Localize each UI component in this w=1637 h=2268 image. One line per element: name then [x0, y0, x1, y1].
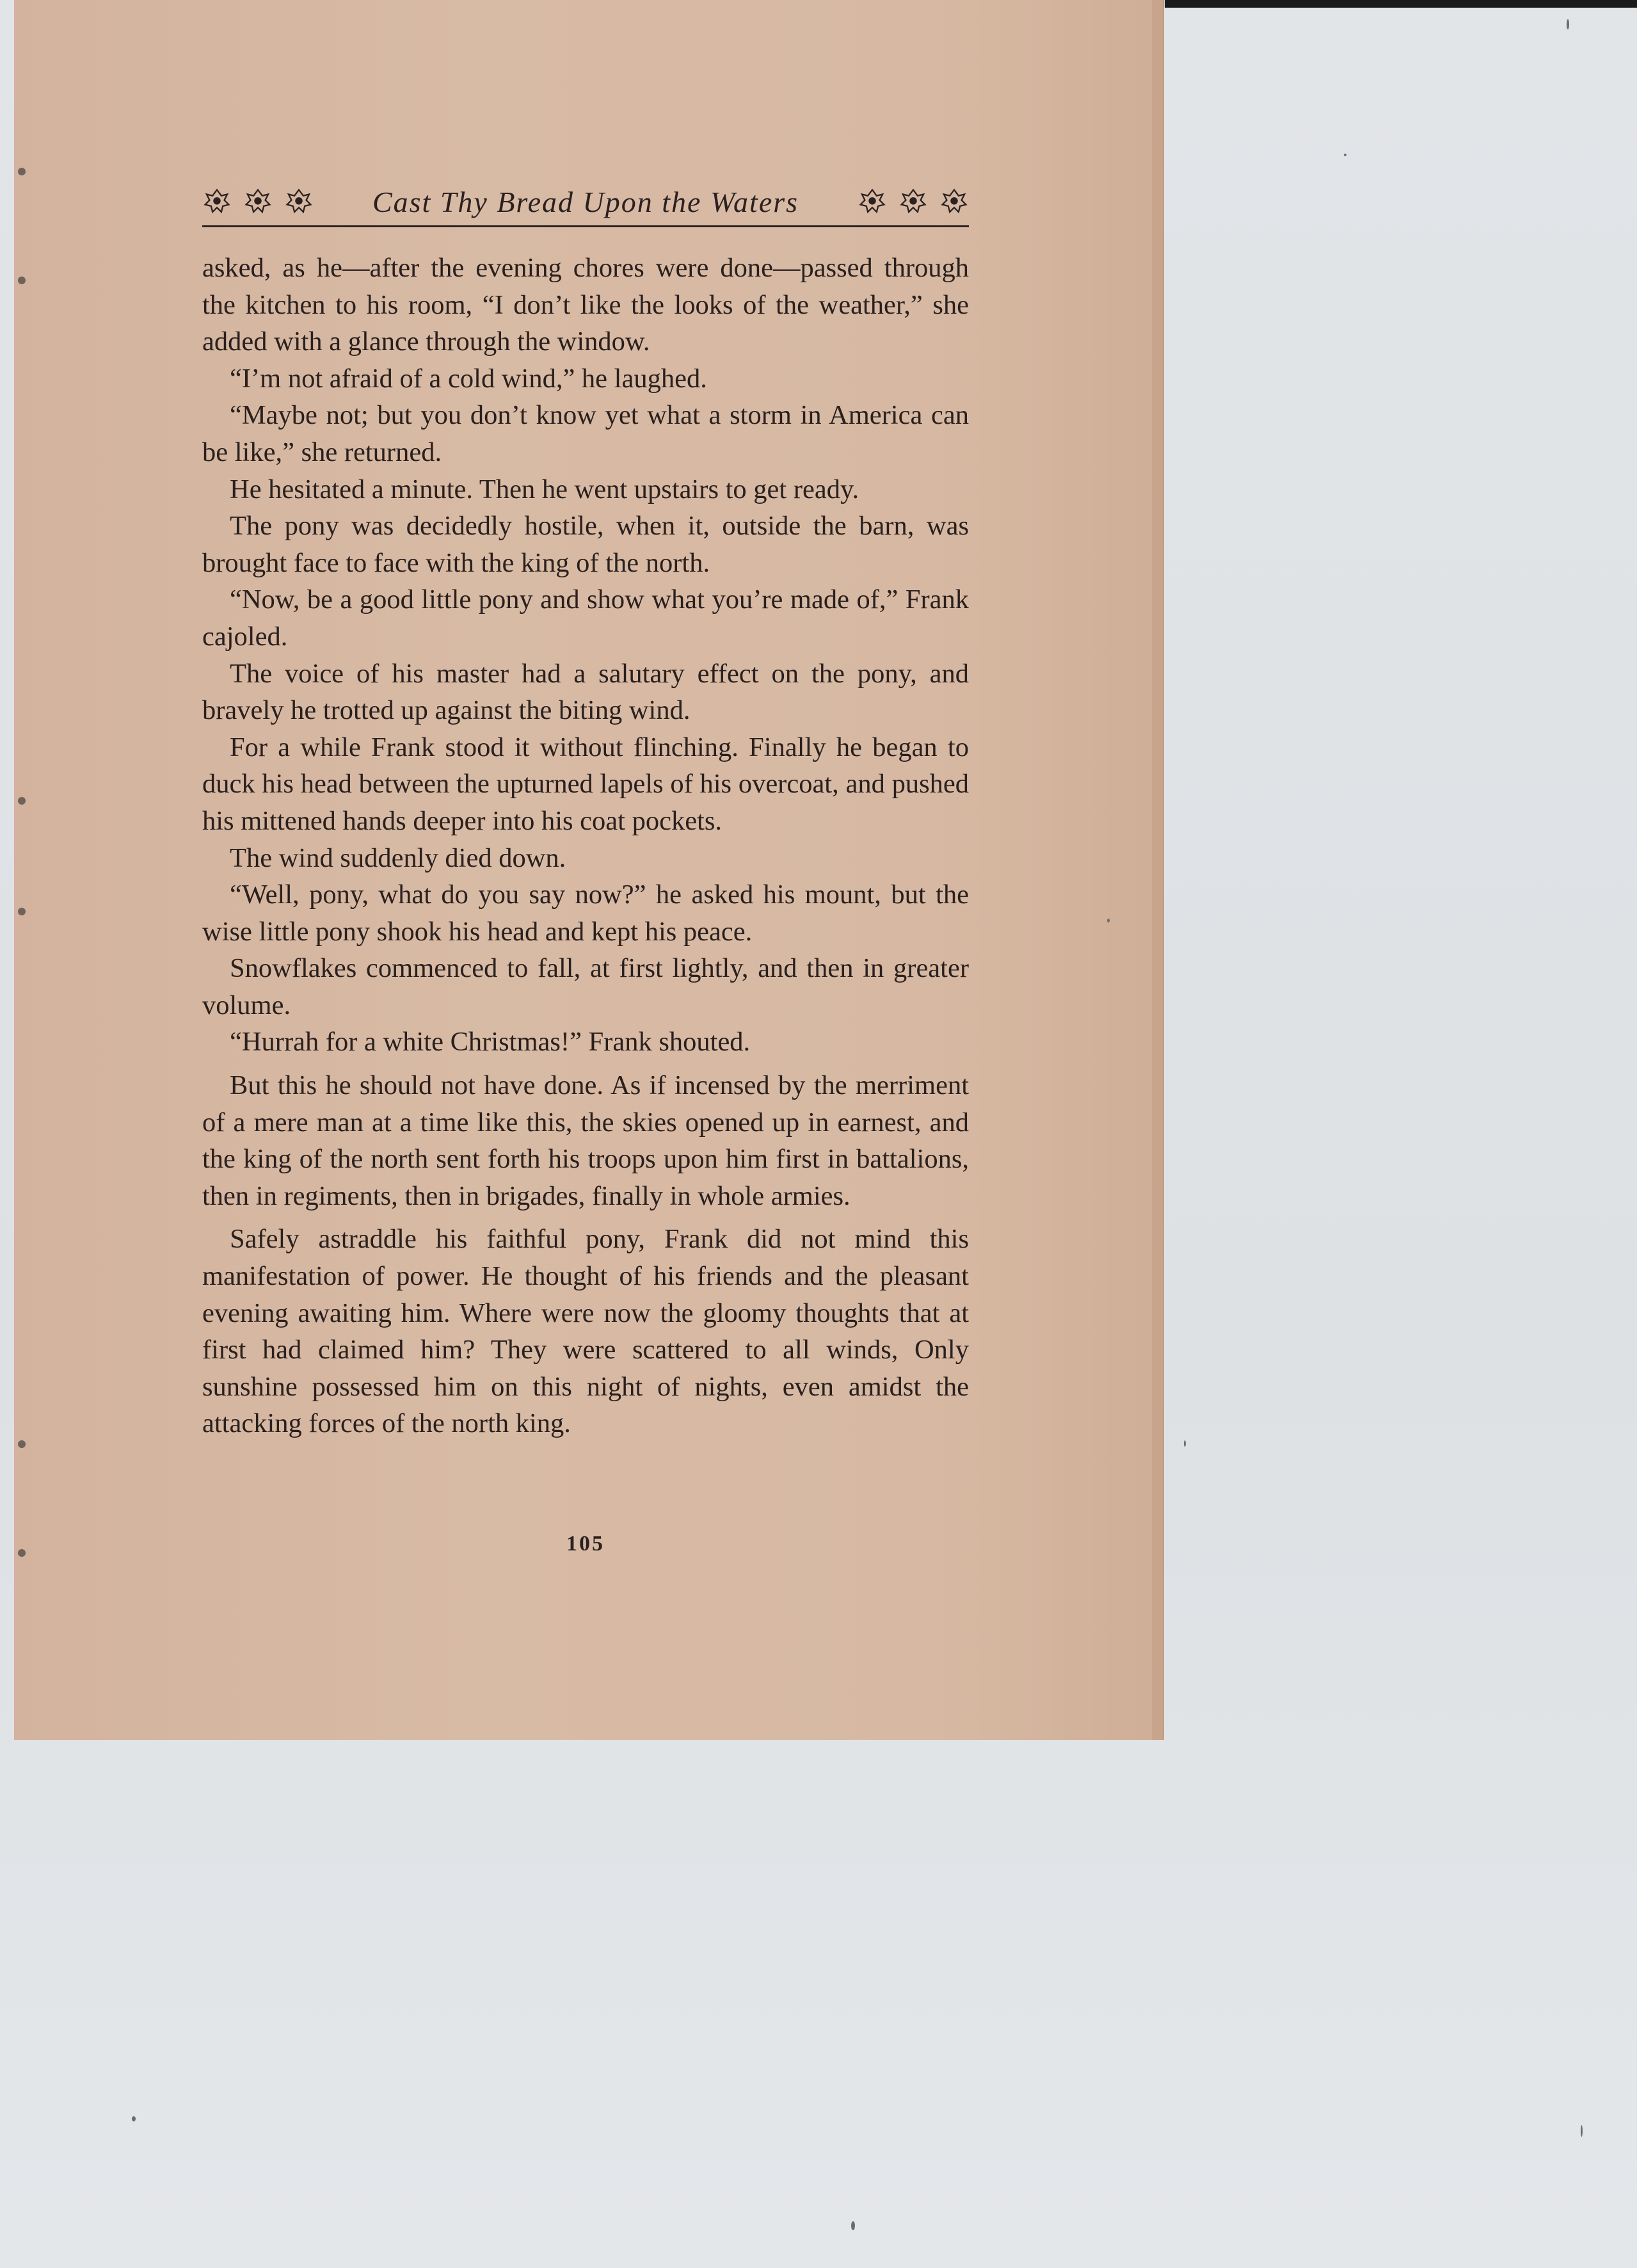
scan-speck: [1567, 19, 1569, 29]
binding-hole: [18, 168, 26, 175]
page-number: 105: [566, 1532, 605, 1556]
paragraph: asked, as he—after the evening chores were done—passed through the kitchen to his room, “I don’t like the looks of the weather,” she added with a glance through the window.: [202, 253, 969, 357]
fleuron-ornament-icon: [202, 187, 232, 216]
paragraph: He hesitated a minute. Then he went upstairs to get ready.: [230, 474, 859, 504]
binding-hole: [18, 277, 26, 284]
paragraph: Safely astraddle his faithful pony, Frank did not mind this manifestation of power. He thought of his friends and the pleasant evening awaiting him. Where were now the gloomy thoughts that at first had claimed him? They were scattered to all winds, Only sunshine possessed him on this night of nights, even amidst the attacking forces of the north king.: [202, 1224, 969, 1439]
fleuron-ornament-icon: [858, 187, 887, 216]
running-head: [202, 178, 969, 227]
paragraph: “Maybe not; but you don’t know yet what a storm in America can be like,” she returned.: [202, 400, 969, 467]
scan-speck: [851, 2221, 855, 2230]
ornament-group-right: [858, 187, 969, 216]
paragraph: “Hurrah for a white Christmas!” Frank shouted.: [230, 1027, 751, 1058]
scanner-edge-strip: [1165, 0, 1637, 8]
paragraph: “Now, be a good little pony and show what you’re made of,” Frank cajoled.: [202, 584, 969, 652]
paragraph: “I’m not afraid of a cold wind,” he laughed.: [230, 363, 707, 394]
ornament-group-left: [202, 187, 314, 216]
paragraph: For a while Frank stood it without flinching. Finally he began to duck his head between the upturned lapels of his overcoat, and pushed his mittened hands deeper into his coat pockets.: [202, 732, 969, 836]
paragraph: The pony was decidedly hostile, when it, outside the barn, was brought face to face with the king of the north.: [202, 511, 969, 578]
paragraph: “Well, pony, what do you say now?” he asked his mount, but the wise little pony shook his head and kept his peace.: [202, 880, 969, 947]
fleuron-ornament-icon: [898, 187, 928, 216]
paragraph: But this he should not have done. As if incensed by the merriment of a mere man at a time like this, the skies opened up in earnest, and the king of the north sent forth his troops upon him first in battalions, then in regiments, then in brigades, finally in whole armies.: [202, 1070, 969, 1211]
paragraph: Snowflakes commenced to fall, at first lightly, and then in greater volume.: [202, 953, 969, 1020]
scan-speck: [1344, 154, 1346, 156]
paragraph: The wind suddenly died down.: [230, 842, 566, 873]
binding-hole: [18, 908, 26, 915]
binding-hole: [18, 1549, 26, 1557]
scan-speck: [1184, 1440, 1186, 1447]
fleuron-ornament-icon: [243, 187, 273, 216]
running-head-title: Cast Thy Bread Upon the Waters: [372, 185, 799, 218]
page-edge: [1152, 0, 1163, 1740]
fleuron-ornament-icon: [284, 187, 314, 216]
scan-speck: [1581, 2125, 1583, 2137]
body-text: [202, 250, 969, 1442]
scan-speck: [1107, 919, 1110, 922]
fleuron-ornament-icon: [939, 187, 969, 216]
paragraph: The voice of his master had a salutary effect on the pony, and bravely he trotted up against the biting wind.: [202, 658, 969, 726]
scan-speck: [132, 2116, 136, 2121]
binding-hole: [18, 797, 26, 805]
binding-hole: [18, 1440, 26, 1448]
